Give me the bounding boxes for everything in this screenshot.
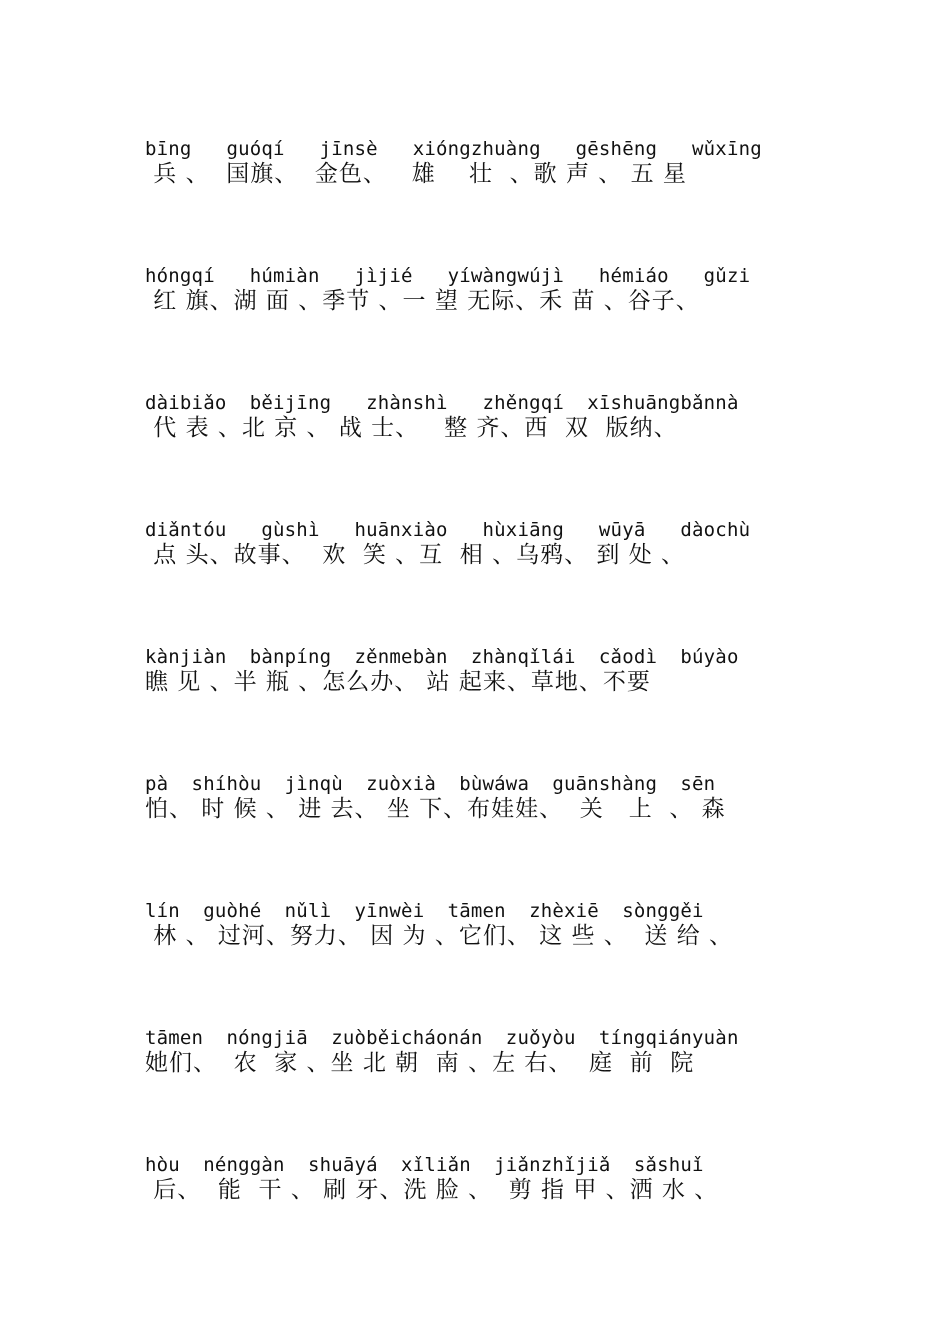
hanzi-line: 怕、 时 候 、 进 去、 坐 下、布娃娃、 关 上 、 森 bbox=[145, 796, 726, 822]
hanzi-line: 红 旗、湖 面 、季节 、一 望 无际、禾 苗 、谷子、 bbox=[145, 288, 700, 314]
pinyin-line: tāmen nóngjiā zuòběicháonán zuǒyòu tíngqiányuàn bbox=[145, 1027, 739, 1049]
word-row-3 bbox=[145, 392, 810, 442]
pinyin-line: kànjiàn bànpíng zěnmebàn zhànqǐlái cǎodì búyào bbox=[145, 646, 739, 668]
word-row-5 bbox=[145, 646, 810, 696]
word-row-4 bbox=[145, 519, 810, 569]
word-row-1 bbox=[145, 138, 810, 188]
pinyin-line: hòu nénggàn shuāyá xǐliǎn jiǎnzhǐjiǎ sǎshuǐ bbox=[145, 1154, 704, 1176]
hanzi-line: 瞧 见 、半 瓶 、怎么办、 站 起来、草地、不要 bbox=[145, 669, 651, 695]
word-row-6 bbox=[145, 773, 810, 823]
pinyin-line: hóngqí húmiàn jìjié yíwàngwújì hémiáo gǔzi bbox=[145, 265, 751, 287]
word-row-8 bbox=[145, 1027, 810, 1077]
pinyin-line: diǎntóu gùshì huānxiào hùxiāng wūyā dàochù bbox=[145, 519, 751, 541]
pinyin-line: dàibiǎo běijīng zhànshì zhěngqí xīshuāngbǎnnà bbox=[145, 392, 739, 414]
word-row-2 bbox=[145, 265, 810, 315]
hanzi-line: 她们、 农 家 、坐 北 朝 南 、左 右、 庭 前 院 bbox=[145, 1050, 695, 1076]
hanzi-line: 林 、 过河、努力、 因 为 、它们、 这 些 、 送 给 、 bbox=[145, 923, 734, 949]
pinyin-line: lín guòhé nǔlì yīnwèi tāmen zhèxiē sònggěi bbox=[145, 900, 704, 922]
pinyin-line: pà shíhòu jìnqù zuòxià bùwáwa guānshàng sēn bbox=[145, 773, 716, 795]
hanzi-line: 后、 能 干 、 刷 牙、洗 脸 、 剪 指 甲 、洒 水 、 bbox=[145, 1177, 719, 1203]
pinyin-line: bīng guóqí jīnsè xióngzhuàng gēshēng wǔxīng bbox=[145, 138, 762, 160]
hanzi-line: 兵 、 国旗、 金色、 雄 壮 、歌 声 、 五 星 bbox=[145, 161, 687, 187]
hanzi-line: 代 表 、北 京 、 战 士、 整 齐、西 双 版纳、 bbox=[145, 415, 678, 441]
hanzi-line: 点 头、故事、 欢 笑 、互 相 、乌鸦、 到 处 、 bbox=[145, 542, 686, 568]
word-row-7 bbox=[145, 900, 810, 950]
word-row-9 bbox=[145, 1154, 810, 1204]
